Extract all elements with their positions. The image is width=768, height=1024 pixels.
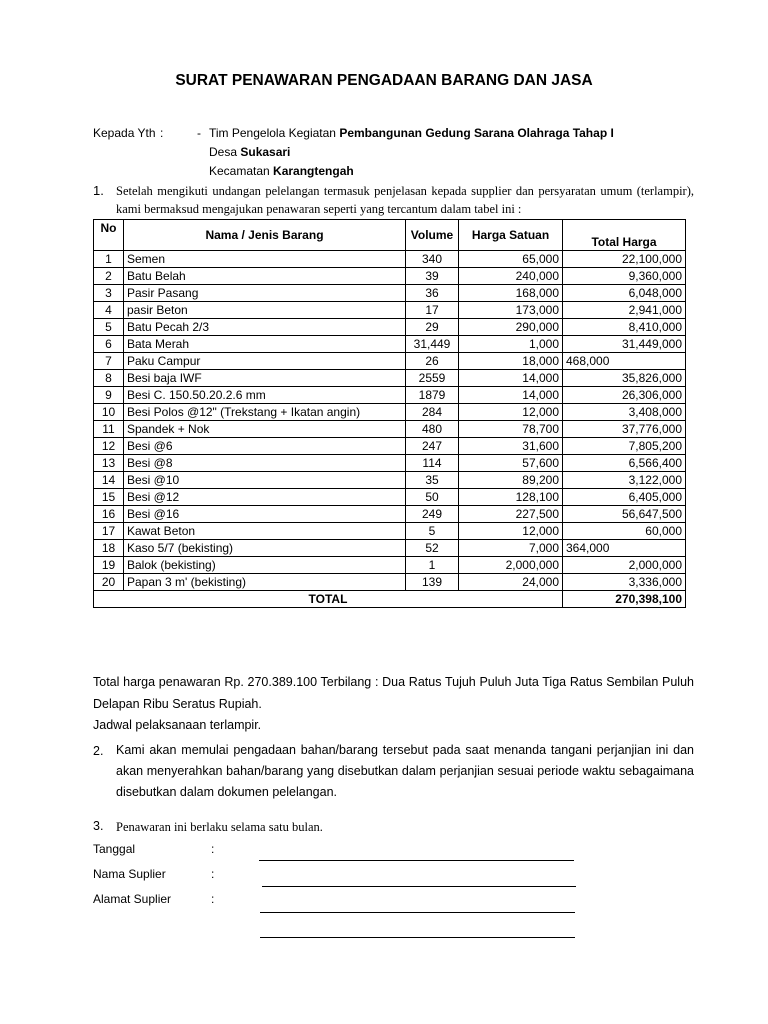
cell-no: 5 bbox=[94, 319, 124, 336]
point-1-number: 1. bbox=[93, 183, 104, 198]
table-row bbox=[94, 370, 686, 387]
cell-volume: 50 bbox=[406, 489, 459, 506]
cell-price: 240,000 bbox=[459, 268, 563, 285]
recipient-line-3 bbox=[209, 164, 354, 178]
cell-name: Besi @16 bbox=[124, 506, 406, 523]
cell-no: 13 bbox=[94, 455, 124, 472]
cell-volume: 17 bbox=[406, 302, 459, 319]
table-row bbox=[94, 455, 686, 472]
table-row bbox=[94, 251, 686, 268]
field-address-label: Alamat Suplier bbox=[93, 892, 172, 906]
cell-total: 2,941,000 bbox=[563, 302, 686, 319]
recipient-line-3-prefix: Kecamatan bbox=[209, 164, 270, 178]
field-address-colon: : bbox=[211, 892, 215, 906]
point-3-number: 3. bbox=[93, 819, 104, 833]
cell-name: Bata Merah bbox=[124, 336, 406, 353]
cell-no: 3 bbox=[94, 285, 124, 302]
cell-volume: 31,449 bbox=[406, 336, 459, 353]
table-row bbox=[94, 302, 686, 319]
recipient-line-2-prefix: Desa bbox=[209, 145, 238, 159]
cell-no: 12 bbox=[94, 438, 124, 455]
cell-price: 18,000 bbox=[459, 353, 563, 370]
cell-total: 468,000 bbox=[563, 353, 686, 370]
cell-no: 17 bbox=[94, 523, 124, 540]
schedule-text: Jadwal pelaksanaan terlampir. bbox=[93, 718, 262, 732]
cell-name: Batu Pecah 2/3 bbox=[124, 319, 406, 336]
name-signature-line[interactable] bbox=[262, 886, 576, 887]
recipient-project: Pembangunan Gedung Sarana Olahraga Tahap I bbox=[339, 126, 614, 140]
header-total: Total Harga bbox=[563, 220, 686, 251]
table-row bbox=[94, 319, 686, 336]
cell-volume: 284 bbox=[406, 404, 459, 421]
cell-price: 14,000 bbox=[459, 387, 563, 404]
cell-name: Semen bbox=[124, 251, 406, 268]
cell-volume: 247 bbox=[406, 438, 459, 455]
table-row bbox=[94, 404, 686, 421]
cell-price: 12,000 bbox=[459, 523, 563, 540]
date-signature-line[interactable] bbox=[259, 860, 574, 861]
cell-price: 31,600 bbox=[459, 438, 563, 455]
cell-total: 8,410,000 bbox=[563, 319, 686, 336]
cell-name: pasir Beton bbox=[124, 302, 406, 319]
cell-total: 3,122,000 bbox=[563, 472, 686, 489]
recipient-line-2 bbox=[209, 145, 290, 159]
table-row bbox=[94, 353, 686, 370]
cell-name: Besi @8 bbox=[124, 455, 406, 472]
address-signature-line-2[interactable] bbox=[260, 937, 575, 938]
cell-no: 2 bbox=[94, 268, 124, 285]
total-label: TOTAL bbox=[94, 591, 563, 608]
cell-total: 35,826,000 bbox=[563, 370, 686, 387]
cell-name: Spandek + Nok bbox=[124, 421, 406, 438]
cell-total: 6,048,000 bbox=[563, 285, 686, 302]
table-row bbox=[94, 489, 686, 506]
total-value: 270,398,100 bbox=[563, 591, 686, 608]
cell-total: 56,647,500 bbox=[563, 506, 686, 523]
cell-name: Besi @6 bbox=[124, 438, 406, 455]
cell-total: 22,100,000 bbox=[563, 251, 686, 268]
cell-total: 31,449,000 bbox=[563, 336, 686, 353]
items-table bbox=[93, 219, 686, 608]
cell-volume: 1879 bbox=[406, 387, 459, 404]
table-row bbox=[94, 557, 686, 574]
header-name: Nama / Jenis Barang bbox=[124, 220, 406, 251]
cell-no: 11 bbox=[94, 421, 124, 438]
cell-price: 24,000 bbox=[459, 574, 563, 591]
table-header-row bbox=[94, 220, 686, 251]
field-name-label: Nama Suplier bbox=[93, 867, 166, 881]
table-row bbox=[94, 438, 686, 455]
cell-price: 2,000,000 bbox=[459, 557, 563, 574]
cell-price: 173,000 bbox=[459, 302, 563, 319]
cell-no: 4 bbox=[94, 302, 124, 319]
cell-no: 8 bbox=[94, 370, 124, 387]
table-row bbox=[94, 523, 686, 540]
cell-name: Papan 3 m' (bekisting) bbox=[124, 574, 406, 591]
cell-name: Besi Polos @12" (Trekstang + Ikatan angin) bbox=[124, 404, 406, 421]
cell-price: 7,000 bbox=[459, 540, 563, 557]
cell-volume: 2559 bbox=[406, 370, 459, 387]
cell-no: 18 bbox=[94, 540, 124, 557]
point-1-text: Setelah mengikuti undangan pelelangan termasuk penjelasan kepada supplier dan persyaratan umum (terlampir), kami bermaksud mengajukan penawaran seperti yang tercantum dalam tabel ini : bbox=[116, 184, 694, 216]
cell-total: 2,000,000 bbox=[563, 557, 686, 574]
table-row bbox=[94, 421, 686, 438]
point-2-number: 2. bbox=[93, 744, 104, 758]
cell-no: 6 bbox=[94, 336, 124, 353]
cell-name: Batu Belah bbox=[124, 268, 406, 285]
cell-name: Besi @10 bbox=[124, 472, 406, 489]
table-row bbox=[94, 574, 686, 591]
cell-name: Paku Campur bbox=[124, 353, 406, 370]
page-title: SURAT PENAWARAN PENGADAAN BARANG DAN JASA bbox=[175, 72, 593, 89]
cell-name: Besi baja IWF bbox=[124, 370, 406, 387]
cell-no: 14 bbox=[94, 472, 124, 489]
cell-price: 128,100 bbox=[459, 489, 563, 506]
cell-price: 227,500 bbox=[459, 506, 563, 523]
cell-price: 57,600 bbox=[459, 455, 563, 472]
cell-total: 7,805,200 bbox=[563, 438, 686, 455]
cell-volume: 52 bbox=[406, 540, 459, 557]
cell-no: 16 bbox=[94, 506, 124, 523]
recipient-district: Karangtengah bbox=[273, 164, 354, 178]
cell-total: 9,360,000 bbox=[563, 268, 686, 285]
cell-price: 14,000 bbox=[459, 370, 563, 387]
cell-total: 26,306,000 bbox=[563, 387, 686, 404]
cell-no: 15 bbox=[94, 489, 124, 506]
table-body bbox=[94, 251, 686, 591]
cell-no: 9 bbox=[94, 387, 124, 404]
table-row bbox=[94, 472, 686, 489]
point-2-text: Kami akan memulai pengadaan bahan/barang tersebut pada saat menanda tangani perjanjian ini dan akan menyerahkan bahan/barang yang disebutkan dalam perjanjian sesuai periode waktu sebagaimana disebutkan dalam dokumen pelelangan. bbox=[116, 743, 694, 799]
cell-total: 60,000 bbox=[563, 523, 686, 540]
cell-price: 65,000 bbox=[459, 251, 563, 268]
cell-price: 89,200 bbox=[459, 472, 563, 489]
field-date-colon: : bbox=[211, 842, 215, 856]
cell-no: 20 bbox=[94, 574, 124, 591]
cell-no: 19 bbox=[94, 557, 124, 574]
cell-volume: 5 bbox=[406, 523, 459, 540]
cell-volume: 26 bbox=[406, 353, 459, 370]
cell-volume: 139 bbox=[406, 574, 459, 591]
cell-volume: 340 bbox=[406, 251, 459, 268]
field-date-label: Tanggal bbox=[93, 842, 136, 856]
table-row bbox=[94, 506, 686, 523]
cell-price: 78,700 bbox=[459, 421, 563, 438]
cell-total: 364,000 bbox=[563, 540, 686, 557]
cell-no: 10 bbox=[94, 404, 124, 421]
field-name-colon: : bbox=[211, 867, 215, 881]
cell-total: 3,408,000 bbox=[563, 404, 686, 421]
address-signature-line[interactable] bbox=[260, 912, 575, 913]
cell-volume: 36 bbox=[406, 285, 459, 302]
header-price: Harga Satuan bbox=[459, 220, 563, 251]
recipient-dash: - bbox=[197, 126, 201, 140]
table-row bbox=[94, 268, 686, 285]
table-row bbox=[94, 336, 686, 353]
table-row bbox=[94, 540, 686, 557]
recipient-colon: : bbox=[160, 126, 164, 140]
table-row bbox=[94, 285, 686, 302]
cell-price: 168,000 bbox=[459, 285, 563, 302]
total-offer-text: Total harga penawaran Rp. 270.389.100 Terbilang : Dua Ratus Tujuh Puluh Juta Tiga Ratus Sembilan Puluh Delapan Ribu Seratus Rupiah. bbox=[93, 675, 694, 711]
recipient-line-1-prefix: Tim Pengelola Kegiatan bbox=[209, 126, 336, 140]
header-no: No bbox=[94, 220, 124, 251]
recipient-label: Kepada Yth bbox=[93, 126, 156, 140]
cell-name: Balok (bekisting) bbox=[124, 557, 406, 574]
cell-volume: 1 bbox=[406, 557, 459, 574]
cell-name: Kaso 5/7 (bekisting) bbox=[124, 540, 406, 557]
cell-volume: 39 bbox=[406, 268, 459, 285]
cell-price: 290,000 bbox=[459, 319, 563, 336]
cell-total: 3,336,000 bbox=[563, 574, 686, 591]
cell-volume: 114 bbox=[406, 455, 459, 472]
cell-volume: 480 bbox=[406, 421, 459, 438]
cell-name: Besi C. 150.50.20.2.6 mm bbox=[124, 387, 406, 404]
table-row bbox=[94, 387, 686, 404]
cell-price: 1,000 bbox=[459, 336, 563, 353]
cell-name: Besi @12 bbox=[124, 489, 406, 506]
cell-total: 6,566,400 bbox=[563, 455, 686, 472]
cell-volume: 35 bbox=[406, 472, 459, 489]
cell-price: 12,000 bbox=[459, 404, 563, 421]
cell-total: 6,405,000 bbox=[563, 489, 686, 506]
cell-volume: 249 bbox=[406, 506, 459, 523]
cell-total: 37,776,000 bbox=[563, 421, 686, 438]
recipient-line-1 bbox=[209, 126, 614, 140]
recipient-village: Sukasari bbox=[240, 145, 291, 159]
table-total-row bbox=[94, 591, 686, 608]
cell-volume: 29 bbox=[406, 319, 459, 336]
cell-no: 7 bbox=[94, 353, 124, 370]
cell-no: 1 bbox=[94, 251, 124, 268]
cell-name: Pasir Pasang bbox=[124, 285, 406, 302]
point-3-text: Penawaran ini berlaku selama satu bulan. bbox=[116, 820, 323, 834]
header-volume: Volume bbox=[406, 220, 459, 251]
cell-name: Kawat Beton bbox=[124, 523, 406, 540]
